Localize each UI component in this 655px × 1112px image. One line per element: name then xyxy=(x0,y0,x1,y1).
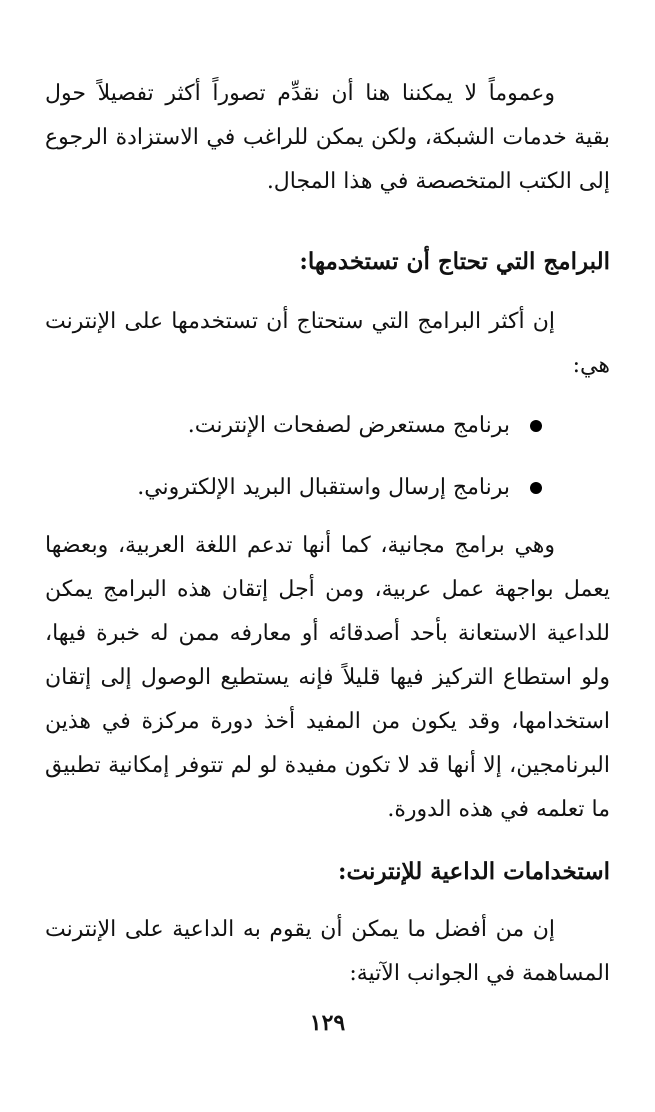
uses-paragraph: إن من أفضل ما يمكن أن يقوم به الداعية على الإنترنت المساهمة في الجوانب الآتية: xyxy=(45,917,610,986)
bullet-list-first xyxy=(45,406,610,446)
section-heading-programs: البرامج التي تحتاج أن تستخدمها: xyxy=(299,248,610,275)
bullet-icon xyxy=(530,482,542,494)
page-number: ١٢٩ xyxy=(309,1010,346,1036)
bullet-list-second xyxy=(45,468,610,508)
list-item xyxy=(45,468,610,508)
programs-paragraph: إن أكثر البرامج التي ستحتاج أن تستخدمها على الإنترنت هي: xyxy=(45,309,610,378)
section-heading-uses: استخدامات الداعية للإنترنت: xyxy=(337,858,610,885)
list-item-text: برنامج إرسال واستقبال البريد الإلكتروني. xyxy=(137,475,510,500)
bullet-icon xyxy=(530,420,542,432)
intro-paragraph: وعموماً لا يمكننا هنا أن نقدِّم تصوراً أكثر تفصيلاً حول بقية خدمات الشبكة، ولكن يمكن للراغب في الاستزادة الرجوع إلى الكتب المتخصصة في هذا المجال. xyxy=(45,81,610,194)
list-item xyxy=(45,406,610,446)
programs-details-paragraph: وهي برامج مجانية، كما أنها تدعم اللغة العربية، وبعضها يعمل بواجهة عمل عربية، ومن أجل إتقان هذه البرامج يمكن للداعية الاستعانة بأحد أصدقائه أو معارفه ممن له خبرة فيها، ولو استطاع التركيز فيها قليلاً فإنه يستطيع الوصول إلى إتقان استخدامها، وقد يكون من المفيد أخذ دورة مركزة في هذين البرنامجين، إلا أنها قد لا تكون مفيدة لو لم تتوفر إمكانية تطبيق ما تعلمه في هذه الدورة. xyxy=(45,533,610,822)
list-item-text: برنامج مستعرض لصفحات الإنترنت. xyxy=(187,413,510,438)
